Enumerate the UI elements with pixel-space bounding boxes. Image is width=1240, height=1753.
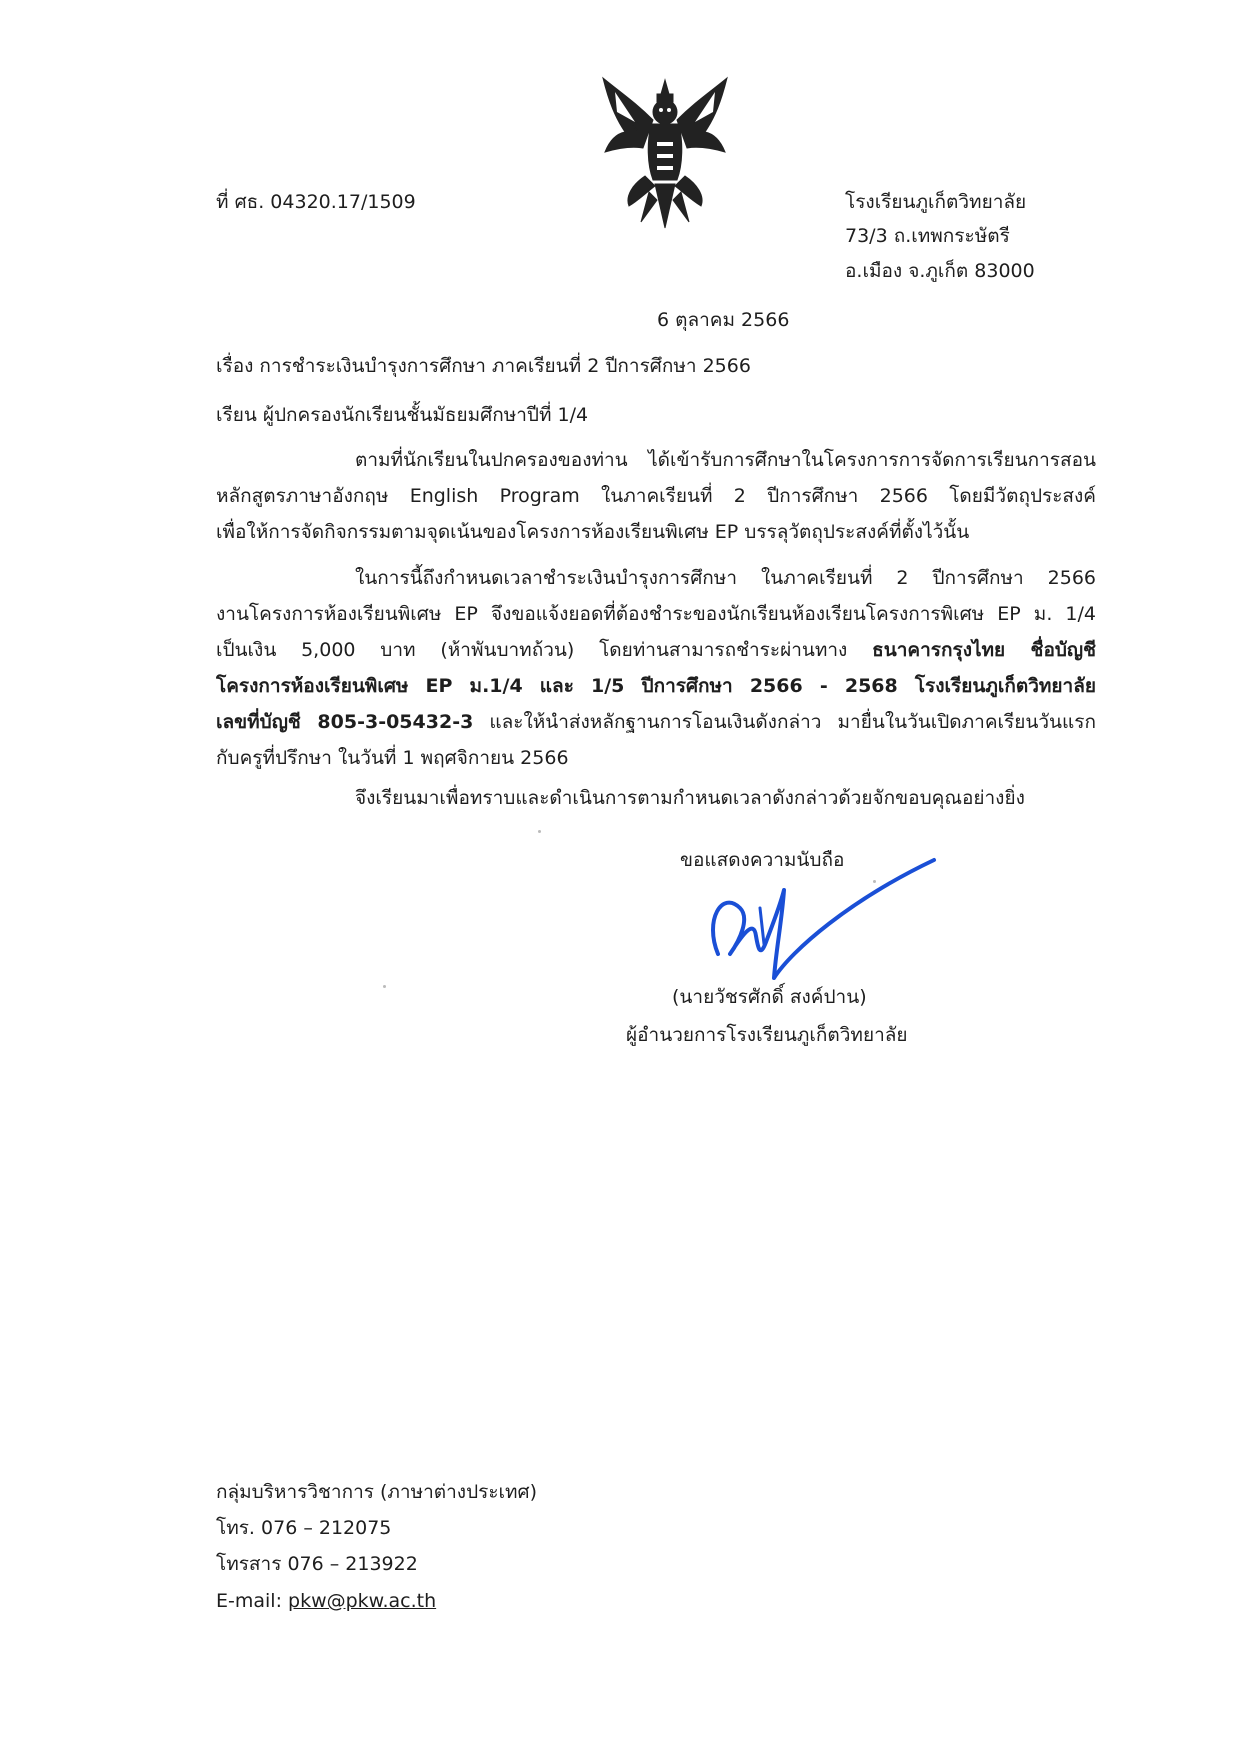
regards-text: ขอแสดงความนับถือ xyxy=(680,849,845,871)
reference-number: ที่ ศธ. 04320.17/1509 xyxy=(216,191,416,213)
paragraph-line: กับครูที่ปรึกษา ในวันที่ 1 พฤศจิกายน 2566 xyxy=(216,747,569,769)
scan-speck xyxy=(538,830,541,833)
contact-department: กลุ่มบริหารวิชาการ (ภาษาต่างประเทศ) xyxy=(216,1481,538,1503)
school-name: โรงเรียนภูเก็ตวิทยาลัย xyxy=(845,191,1027,213)
scan-speck xyxy=(383,985,386,988)
signer-name: (นายวัชรศักดิ์ สงค์ปาน) xyxy=(672,986,867,1008)
letter-subject: เรื่อง การชำระเงินบำรุงการศึกษา ภาคเรียนที่ 2 ปีการศึกษา 2566 xyxy=(216,355,751,377)
bank-name: ธนาคารกรุงไทย ชื่อบัญชี xyxy=(872,639,1096,661)
contact-fax: โทรสาร 076 – 213922 xyxy=(216,1553,418,1575)
account-name: โครงการห้องเรียนพิเศษ EP ม.1/4 และ 1/5 ปีการศึกษา 2566 - 2568 โรงเรียนภูเก็ตวิทยาลัย xyxy=(216,675,1096,697)
paragraph-line: หลักสูตรภาษาอังกฤษ English Program ในภาคเรียนที่ 2 ปีการศึกษา 2566 โดยมีวัตถุประสงค์ xyxy=(216,485,1096,507)
paragraph-line: ตามที่นักเรียนในปกครองของท่าน ได้เข้ารับการศึกษาในโครงการการจัดการเรียนการสอน xyxy=(355,449,1096,471)
contact-email-line xyxy=(216,1589,436,1613)
paragraph-line: เพื่อให้การจัดกิจกรรมตามจุดเน้นของโครงการห้องเรียนพิเศษ EP บรรลุวัตถุประสงค์ที่ตั้งไว้นั้น xyxy=(216,521,970,543)
handwritten-signature xyxy=(700,850,940,990)
email-label: E-mail: xyxy=(216,1590,289,1612)
paragraph-line: งานโครงการห้องเรียนพิเศษ EP จึงขอแจ้งยอดที่ต้องชำระของนักเรียนห้องเรียนโครงการพิเศษ EP ม. 1/4 xyxy=(216,603,1096,625)
closing-line: จึงเรียนมาเพื่อทราบและดำเนินการตามกำหนดเวลาดังกล่าวด้วยจักขอบคุณอย่างยิ่ง xyxy=(355,787,1025,809)
paragraph-line xyxy=(216,704,1096,740)
email-link[interactable]: pkw@pkw.ac.th xyxy=(288,1590,437,1612)
school-city: อ.เมือง จ.ภูเก็ต 83000 xyxy=(845,260,1035,282)
letter-salutation: เรียน ผู้ปกครองนักเรียนชั้นมัธยมศึกษาปีที่ 1/4 xyxy=(216,404,589,426)
account-number: เลขที่บัญชี 805-3-05432-3 xyxy=(216,711,474,733)
paragraph-text: เป็นเงิน 5,000 บาท (ห้าพันบาทถ้วน) โดยท่านสามารถชำระผ่านทาง xyxy=(216,639,873,661)
paragraph-text: และให้นำส่งหลักฐานการโอนเงินดังกล่าว มายื่นในวันเปิดภาคเรียนวันแรก xyxy=(473,711,1096,733)
garuda-emblem xyxy=(595,72,735,232)
paragraph-line: ในการนี้ถึงกำหนดเวลาชำระเงินบำรุงการศึกษา ในภาคเรียนที่ 2 ปีการศึกษา 2566 xyxy=(355,567,1096,589)
school-street: 73/3 ถ.เทพกระษัตรี xyxy=(845,225,1010,247)
contact-phone: โทร. 076 – 212075 xyxy=(216,1517,392,1539)
scan-speck xyxy=(873,880,876,883)
body-paragraph-2 xyxy=(216,560,1096,776)
signer-title: ผู้อำนวยการโรงเรียนภูเก็ตวิทยาลัย xyxy=(626,1024,908,1046)
paragraph-line xyxy=(216,632,1096,668)
body-paragraph-1 xyxy=(216,442,1096,550)
letter-date: 6 ตุลาคม 2566 xyxy=(657,309,790,331)
